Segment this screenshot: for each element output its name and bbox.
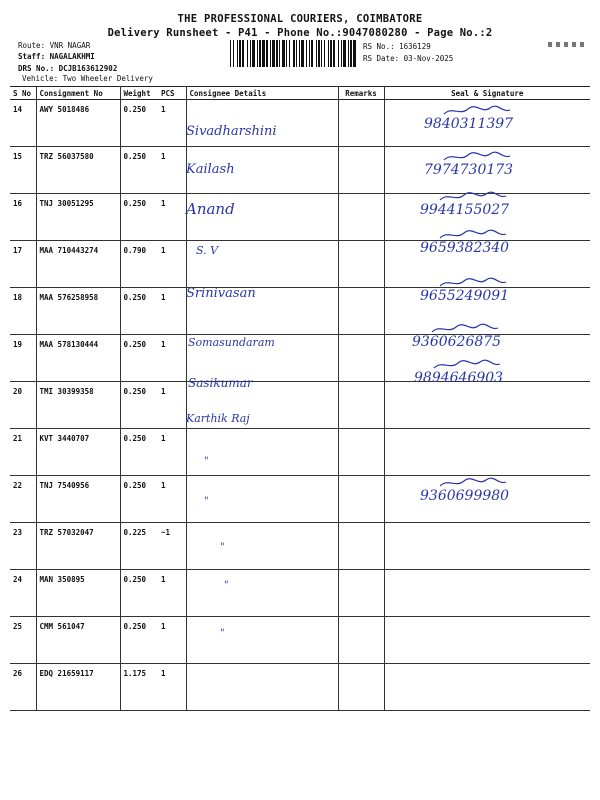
cell-consignment: TRZ 56037580 <box>36 147 120 194</box>
cell-signature <box>384 570 590 617</box>
cell-pcs: ~1 <box>158 523 186 570</box>
cell-weight: 0.250 <box>120 147 158 194</box>
cell-sno: 22 <box>10 476 36 523</box>
signature-scribble-icon <box>438 476 508 490</box>
handwritten-consignee: Srinivasan <box>186 286 256 301</box>
cell-weight: 0.250 <box>120 194 158 241</box>
cell-pcs: 1 <box>158 382 186 429</box>
signature-scribble-icon <box>438 276 508 290</box>
cell-signature <box>384 664 590 711</box>
handwritten-consignee: Sivadharshini <box>186 124 277 139</box>
cell-remarks <box>338 476 384 523</box>
cell-consignee <box>186 664 338 711</box>
cell-remarks <box>338 335 384 382</box>
cell-signature <box>384 429 590 476</box>
handwritten-signature-phone: 9360626875 <box>412 334 502 350</box>
cell-consignment: TRZ 57032047 <box>36 523 120 570</box>
cell-remarks <box>338 523 384 570</box>
cell-pcs: 1 <box>158 194 186 241</box>
cell-weight: 0.250 <box>120 617 158 664</box>
signature-scribble-icon <box>432 358 502 372</box>
cell-weight: 0.225 <box>120 523 158 570</box>
drs-number: DRS No.: DCJB163612902 <box>18 64 118 73</box>
cell-sno: 18 <box>10 288 36 335</box>
cell-remarks <box>338 147 384 194</box>
cell-signature <box>384 523 590 570</box>
cell-weight: 0.790 <box>120 241 158 288</box>
cell-pcs: 1 <box>158 100 186 147</box>
cell-weight: 0.250 <box>120 335 158 382</box>
signature-scribble-icon <box>430 322 500 336</box>
handwritten-signature-phone: 7974730173 <box>424 162 514 178</box>
col-signature: Seal & Signature <box>384 87 590 100</box>
handwritten-consignee: " <box>224 580 229 591</box>
cell-pcs: 1 <box>158 429 186 476</box>
rs-date: RS Date: 03-Nov-2025 <box>363 54 454 63</box>
table-header-row <box>10 87 590 100</box>
cell-consignee <box>186 476 338 523</box>
cell-remarks <box>338 382 384 429</box>
runsheet-subtitle: Delivery Runsheet - P41 - Phone No.:9047080280 - Page No.:2 <box>107 27 493 39</box>
cell-remarks <box>338 194 384 241</box>
cell-consignment: MAN 350895 <box>36 570 120 617</box>
cell-pcs: 1 <box>158 570 186 617</box>
cell-sno: 19 <box>10 335 36 382</box>
handwritten-signature-phone: 9360699980 <box>420 488 510 504</box>
handwritten-consignee: " <box>204 496 209 507</box>
cell-remarks <box>338 429 384 476</box>
staff-label: Staff: NAGALAKHMI <box>18 52 95 61</box>
cell-pcs: 1 <box>158 288 186 335</box>
cell-consignee <box>186 570 338 617</box>
barcode-icon <box>230 40 356 67</box>
cell-sno: 17 <box>10 241 36 288</box>
handwritten-consignee: " <box>204 456 209 467</box>
rs-number: RS No.: 1636129 <box>363 42 431 51</box>
cell-consignment: AWY 5018486 <box>36 100 120 147</box>
signature-scribble-icon <box>442 104 512 118</box>
cell-consignment: MAA 578130444 <box>36 335 120 382</box>
cell-sno: 21 <box>10 429 36 476</box>
cell-consignment: MAA 710443274 <box>36 241 120 288</box>
cell-weight: 0.250 <box>120 100 158 147</box>
cell-pcs: 1 <box>158 664 186 711</box>
table-row <box>10 382 590 429</box>
handwritten-consignee: Sasikumar <box>188 376 253 390</box>
cell-consignment: TNJ 7540956 <box>36 476 120 523</box>
cell-sno: 20 <box>10 382 36 429</box>
handwritten-consignee: Somasundaram <box>188 336 275 349</box>
table-row <box>10 429 590 476</box>
cell-consignment: EDQ 21659117 <box>36 664 120 711</box>
cell-consignee <box>186 429 338 476</box>
cell-weight: 0.250 <box>120 429 158 476</box>
cell-remarks <box>338 664 384 711</box>
col-consignment: Consignment No <box>36 87 120 100</box>
cell-consignment: KVT 3440707 <box>36 429 120 476</box>
handwritten-signature-phone: 9655249091 <box>420 288 510 304</box>
col-weight: Weight <box>120 87 158 100</box>
cell-sno: 15 <box>10 147 36 194</box>
table-row <box>10 570 590 617</box>
col-pcs: PCS <box>158 87 186 100</box>
col-sno: S No <box>10 87 36 100</box>
cell-remarks <box>338 617 384 664</box>
corner-marks-icon <box>548 40 586 52</box>
cell-pcs: 1 <box>158 617 186 664</box>
cell-weight: 0.250 <box>120 382 158 429</box>
cell-remarks <box>338 241 384 288</box>
cell-weight: 0.250 <box>120 570 158 617</box>
cell-consignee <box>186 523 338 570</box>
handwritten-consignee: " <box>220 542 225 553</box>
col-consignee: Consignee Details <box>186 87 338 100</box>
cell-consignment: CMM 561047 <box>36 617 120 664</box>
cell-sno: 24 <box>10 570 36 617</box>
cell-sno: 23 <box>10 523 36 570</box>
cell-consignee <box>186 100 338 147</box>
handwritten-consignee: Kailash <box>186 162 235 177</box>
signature-scribble-icon <box>442 150 512 164</box>
signature-scribble-icon <box>438 190 508 204</box>
handwritten-consignee: " <box>220 628 225 639</box>
cell-weight: 0.250 <box>120 476 158 523</box>
cell-consignment: TMI 30399358 <box>36 382 120 429</box>
route-label: Route: VNR NAGAR <box>18 41 91 50</box>
cell-consignment: TNJ 30051295 <box>36 194 120 241</box>
signature-scribble-icon <box>438 228 508 242</box>
cell-consignment: MAA 576258958 <box>36 288 120 335</box>
cell-signature <box>384 617 590 664</box>
cell-weight: 1.175 <box>120 664 158 711</box>
cell-weight: 0.250 <box>120 288 158 335</box>
handwritten-consignee: Anand <box>186 200 235 218</box>
cell-pcs: 1 <box>158 476 186 523</box>
handwritten-consignee: Karthik Raj <box>186 412 250 425</box>
cell-remarks <box>338 570 384 617</box>
cell-remarks <box>338 288 384 335</box>
cell-sno: 25 <box>10 617 36 664</box>
cell-pcs: 1 <box>158 241 186 288</box>
cell-sno: 14 <box>10 100 36 147</box>
handwritten-signature-phone: 9894646903 <box>414 370 504 386</box>
runsheet-table <box>10 86 590 711</box>
cell-sno: 16 <box>10 194 36 241</box>
company-title: THE PROFESSIONAL COURIERS, COIMBATORE <box>177 13 423 25</box>
handwritten-signature-phone: 9944155027 <box>420 202 510 218</box>
col-remarks: Remarks <box>338 87 384 100</box>
handwritten-signature-phone: 9840311397 <box>424 116 514 132</box>
cell-remarks <box>338 100 384 147</box>
cell-sno: 26 <box>10 664 36 711</box>
handwritten-signature-phone: 9659382340 <box>420 240 510 256</box>
table-row <box>10 664 590 711</box>
table-row <box>10 523 590 570</box>
handwritten-consignee: S. V <box>196 244 219 257</box>
cell-pcs: 1 <box>158 335 186 382</box>
cell-consignee <box>186 617 338 664</box>
vehicle-label: Vehicle: Two Wheeler Delivery <box>22 74 153 83</box>
cell-signature <box>384 382 590 429</box>
table-row <box>10 617 590 664</box>
cell-pcs: 1 <box>158 147 186 194</box>
